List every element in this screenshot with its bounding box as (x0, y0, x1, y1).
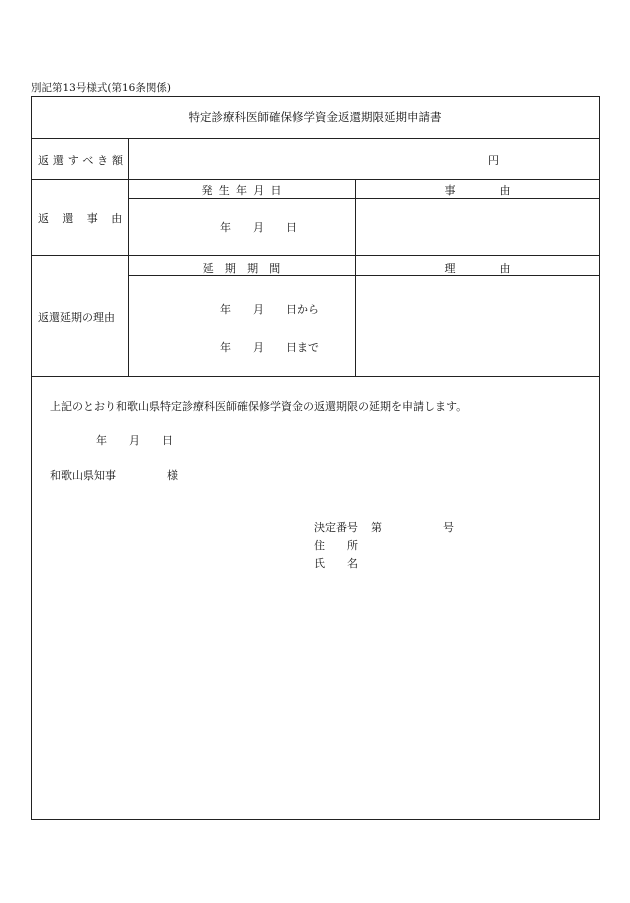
amount-divider (32, 179, 599, 180)
reason-label: 返 還 事 由 (38, 212, 123, 225)
postpone-divider (32, 376, 599, 377)
postpone-from-date: 年 月 日から (220, 303, 319, 316)
postpone-header-divider (128, 275, 599, 276)
decision-number-prefix: 第 (371, 521, 382, 534)
postpone-period-header: 延 期 期 間 (202, 262, 281, 275)
label-column-divider (128, 138, 129, 376)
postpone-to-date: 年 月 日まで (220, 341, 319, 354)
form-number-label: 別記第13号様式(第16条関係) (31, 82, 171, 94)
middle-column-divider (355, 179, 356, 376)
occurrence-date-header: 発 生 年 月 日 (201, 184, 282, 197)
postpone-reason-header: 理 由 (444, 262, 511, 275)
occurrence-date-field: 年 月 日 (220, 221, 297, 234)
addressee-name: 和歌山県知事 (50, 469, 116, 482)
postpone-label: 返還延期の理由 (38, 311, 115, 324)
title-divider (32, 138, 599, 139)
name-label: 氏 名 (314, 557, 358, 570)
reason-header-divider (128, 198, 599, 199)
amount-label: 返還すべき額 (38, 154, 127, 167)
addressee-honorific: 様 (167, 469, 178, 482)
decision-number-label: 決定番号 (314, 521, 358, 534)
declaration-statement: 上記のとおり和歌山県特定診療科医師確保修学資金の返還期限の延期を申請します。 (50, 400, 468, 413)
address-label: 住 所 (314, 539, 358, 552)
form-title: 特定診療科医師確保修学資金返還期限延期申請書 (188, 110, 442, 124)
amount-unit: 円 (488, 154, 499, 167)
reason-divider (32, 255, 599, 256)
decision-number-suffix: 号 (443, 521, 454, 534)
form-frame (31, 96, 600, 820)
reason-header: 事 由 (444, 184, 511, 197)
application-date: 年 月 日 (96, 434, 173, 447)
